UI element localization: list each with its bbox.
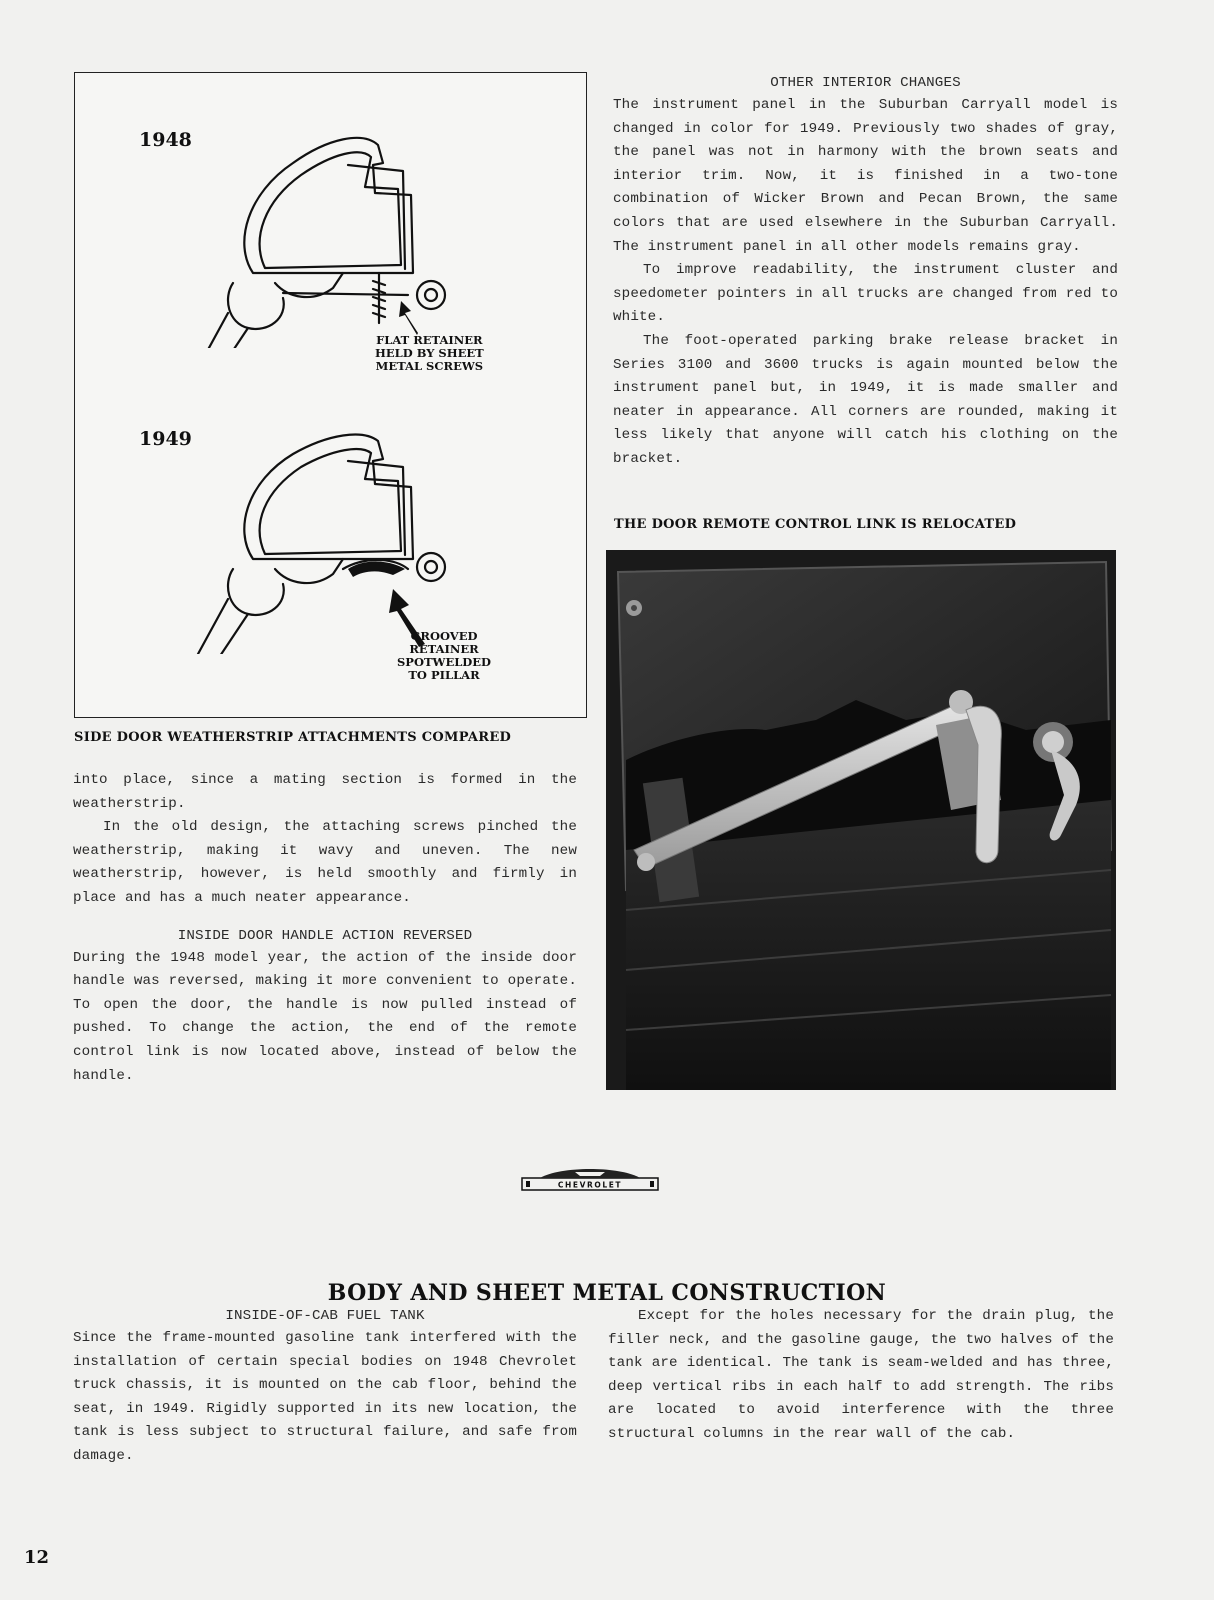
- callout-line: TO PILLAR: [408, 668, 480, 682]
- year-label-1949: 1949: [139, 428, 192, 450]
- handle-action-paragraph: During the 1948 model year, the action of the inside door handle was reversed, making it more convenient to operate. To open the door, the handle is now pulled instead of pushed. To change the action, the end of the remote control link is now located above, instead of below the handle.: [73, 949, 577, 1084]
- callout-line: FLAT RETAINER: [376, 333, 483, 347]
- callout-line: METAL SCREWS: [375, 359, 484, 373]
- door-remote-control-photo: [606, 550, 1116, 1090]
- chevrolet-logo: [520, 1160, 660, 1194]
- weatherstrip-paragraph: In the old design, the attaching screws pinched the weatherstrip, making it wavy and uneven. The new weatherstrip, however, is held smoothly and firmly in place and has a much neater appearance.: [73, 819, 577, 906]
- callout-grooved-retainer: [397, 630, 491, 682]
- interior-changes-heading: OTHER INTERIOR CHANGES: [770, 75, 961, 91]
- tank-construction-paragraph: Except for the holes necessary for the drain plug, the filler neck, and the gasoline gauge, the two halves of the tank are identical. The tank is seam-welded and has three, deep vertical ribs in each half to add strength. The ribs are located to avoid interference with the three structural columns in the rear wall of the cab.: [608, 1308, 1114, 1442]
- page-number: 12: [24, 1547, 50, 1568]
- bottom-right-column: [608, 1305, 1114, 1447]
- fuel-tank-heading: INSIDE-OF-CAB FUEL TANK: [225, 1308, 425, 1324]
- year-label-1948: 1948: [139, 129, 192, 151]
- parking-brake-paragraph: The foot-operated parking brake release bracket in Series 3100 and 3600 trucks is again mounted below the instrument panel but, in 1949, it is made smaller and neater in appearance. All corners are rounded, making it less likely that anyone will catch his clothing on the bracket.: [613, 332, 1118, 467]
- weatherstrip-1948-drawing: [193, 123, 453, 348]
- logo-text: CHEVROLET: [557, 1180, 623, 1190]
- callout-flat-retainer: [375, 334, 484, 373]
- continuation-paragraph: into place, since a mating section is formed in the weatherstrip.: [73, 772, 577, 812]
- figure-caption: SIDE DOOR WEATHERSTRIP ATTACHMENTS COMPARED: [74, 730, 512, 745]
- weatherstrip-1949-drawing: [193, 429, 453, 654]
- door-photo-illustration: [606, 550, 1116, 1090]
- left-column-text: [73, 769, 577, 1088]
- callout-line: HELD BY SHEET: [375, 346, 484, 360]
- instrument-panel-paragraph: The instrument panel in the Suburban Carryall model is changed in color for 1949. Previously two shades of gray, the panel was not in harmony with the brown seats and interior trim. Now, it is finished in a two-tone combination of Wicker Brown and Pecan Brown, the same colors that are used elsewhere in the Suburban Carryall. The instrument panel in all other models remains gray.: [613, 97, 1118, 255]
- photo-caption: THE DOOR REMOTE CONTROL LINK IS RELOCATED: [614, 517, 1017, 532]
- callout-line: RETAINER: [409, 642, 479, 656]
- weatherstrip-figure: [74, 72, 587, 718]
- callout-line: GROOVED: [410, 629, 478, 643]
- right-column-text: [613, 72, 1118, 472]
- bottom-left-column: [73, 1305, 577, 1469]
- readability-paragraph: To improve readability, the instrument cluster and speedometer pointers in all trucks are changed from red to white.: [613, 262, 1118, 326]
- callout-line: SPOTWELDED: [397, 655, 492, 669]
- fuel-tank-paragraph: Since the frame-mounted gasoline tank interfered with the installation of certain special bodies on 1948 Chevrolet truck chassis, it is mounted on the cab floor, behind the seat, in 1949. Rigidly supported in its new location, the tank is less subject to structural failure, and safe from damage.: [73, 1330, 577, 1464]
- handle-action-heading: INSIDE DOOR HANDLE ACTION REVERSED: [177, 927, 473, 944]
- section-title: BODY AND SHEET METAL CONSTRUCTION: [327, 1280, 887, 1306]
